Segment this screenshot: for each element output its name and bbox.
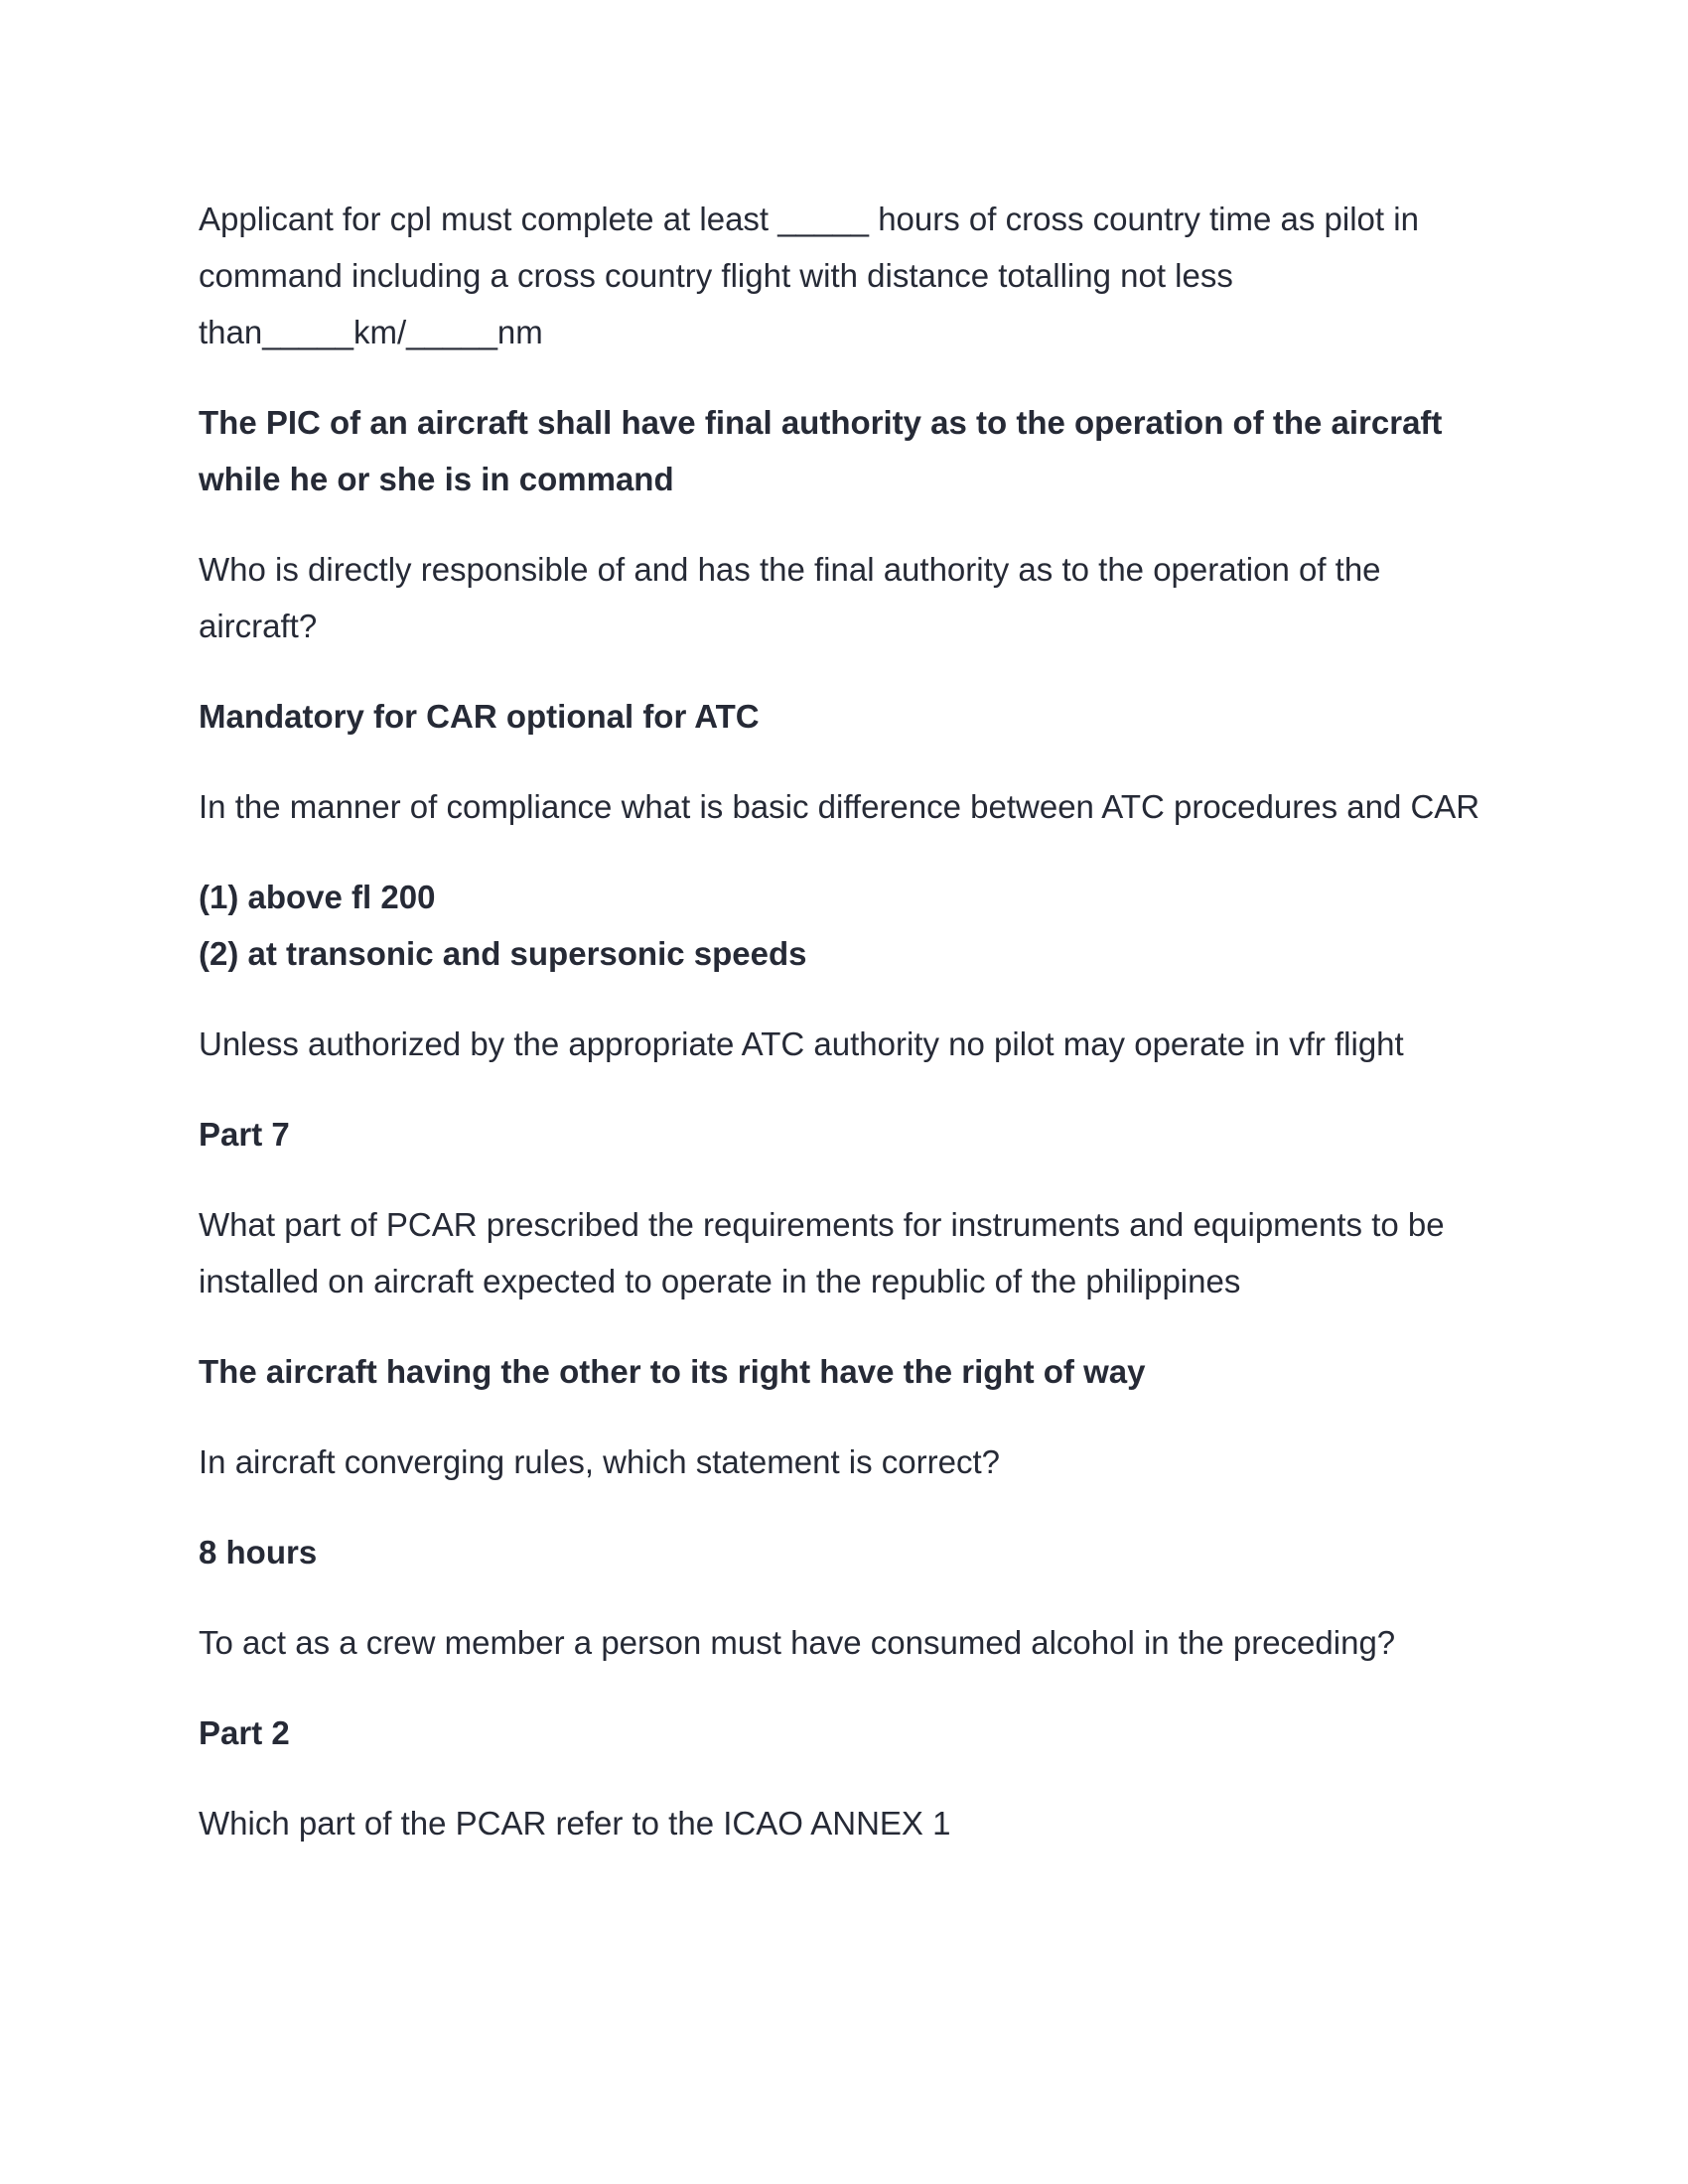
answer-part-7: Part 7 <box>199 1116 290 1153</box>
question-cross-country-hours: Applicant for cpl must complete at least _____ hours of cross country time as pilot in command including a cross country flight with distance totalling not less than_____km/_____nm <box>199 201 1419 350</box>
question-final-authority: Who is directly responsible of and has the final authority as to the operation of the aircraft? <box>199 551 1381 644</box>
answer-part-2: Part 2 <box>199 1714 290 1751</box>
question-vfr-flight: Unless authorized by the appropriate ATC authority no pilot may operate in vfr flight <box>199 1025 1404 1062</box>
answer-pic-final-authority: The PIC of an aircraft shall have final authority as to the operation of the aircraft while he or she is in command <box>199 404 1443 497</box>
answer-8-hours: 8 hours <box>199 1534 318 1570</box>
question-converging-rules: In aircraft converging rules, which statement is correct? <box>199 1443 1001 1480</box>
question-pcar-instruments: What part of PCAR prescribed the requirements for instruments and equipments to be installed on aircraft expected to operate in the republic of the philippines <box>199 1206 1445 1299</box>
question-alcohol: To act as a crew member a person must have consumed alcohol in the preceding? <box>199 1624 1396 1661</box>
question-atc-car-difference: In the manner of compliance what is basic difference between ATC procedures and CAR <box>199 788 1480 825</box>
document-body <box>199 191 1489 1885</box>
answer-above-fl200: (1) above fl 200 <box>199 879 436 915</box>
question-icao-annex-1: Which part of the PCAR refer to the ICAO ANNEX 1 <box>199 1805 951 1842</box>
answer-mandatory-car: Mandatory for CAR optional for ATC <box>199 698 760 735</box>
answer-transonic-speeds: (2) at transonic and supersonic speeds <box>199 935 807 972</box>
answer-right-of-way: The aircraft having the other to its right have the right of way <box>199 1353 1146 1390</box>
